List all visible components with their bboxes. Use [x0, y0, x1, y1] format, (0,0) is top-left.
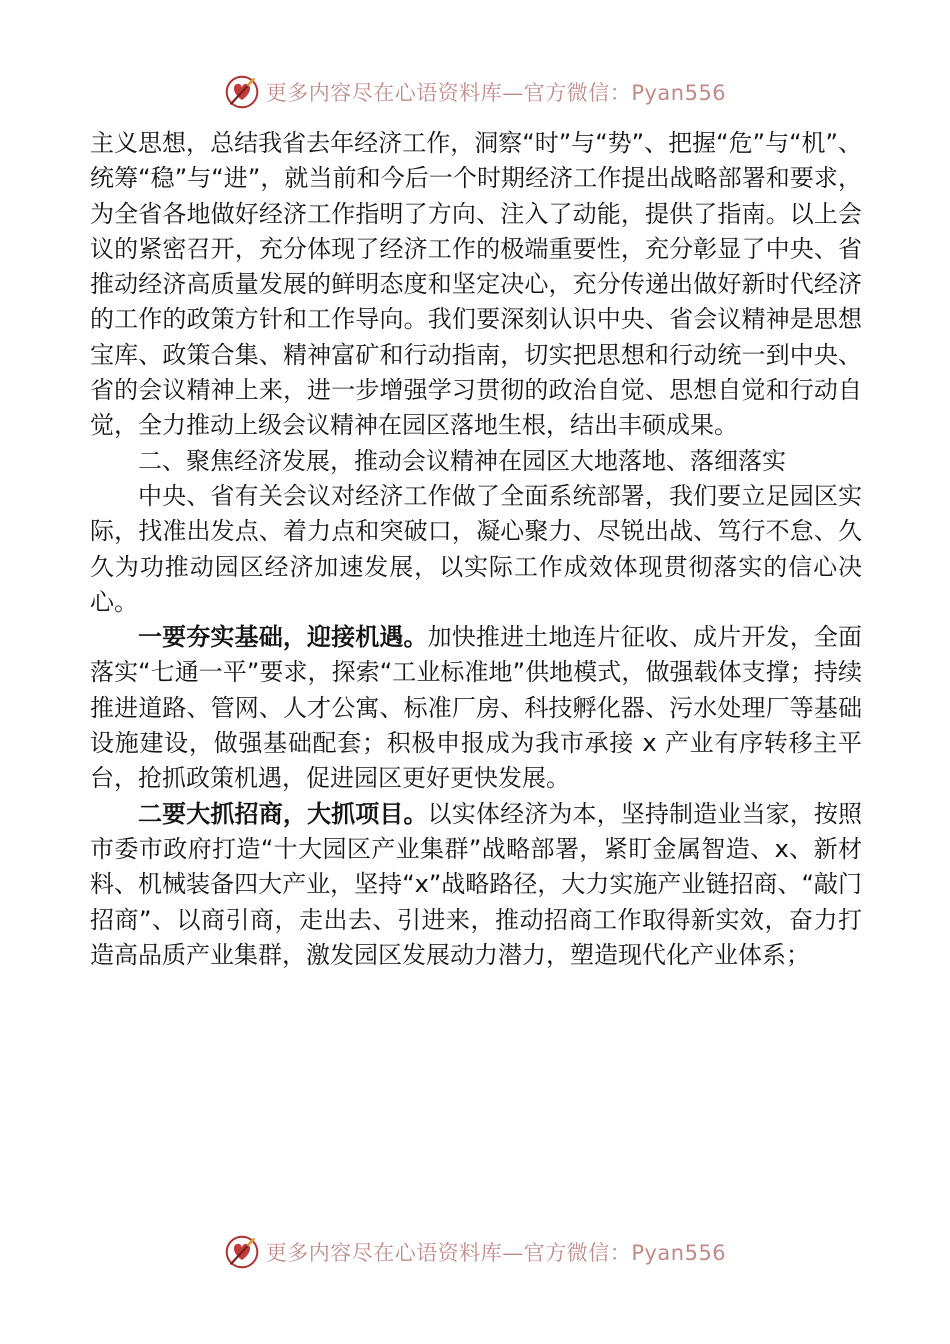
- point-2-text: 以实体经济为本，坚持制造业当家，按照市委市政府打造“十大园区产业集群”战略部署，紧盯金属智造、x、新材料、机械装备四大产业，坚持“x”战略路径，大力实施产业链招商、“敲门招商”、以商引商，走出去、引进来，推动招商工作取得新实效，奋力打造高品质产业集群，激发园区发展动力潜力，塑造现代化产业体系；: [90, 799, 862, 969]
- heart-brush-logo-icon: [224, 74, 260, 110]
- point-1-text: 加快推进土地连片征收、成片开发，全面落实“七通一平”要求，探索“工业标准地”供地模式，做强载体支撑；持续推进道路、管网、人才公寓、标准厂房、科技孵化器、污水处理厂等基础设施建设，做强基础配套；积极申报成为我市承接 x 产业有序转移主平台，抢抓政策机遇，促进园区更好更快发展。: [90, 623, 862, 793]
- section-heading-2: 二、聚焦经济发展，推动会议精神在园区大地落地、落细落实: [138, 446, 786, 475]
- heart-brush-logo-icon: [224, 1234, 260, 1270]
- header-banner: [0, 72, 950, 112]
- paragraph-section-intro: 中央、省有关会议对经济工作做了全面系统部署，我们要立足园区实际，找准出发点、着力点和突破口，凝心聚力、尽锐出战、笃行不怠、久久为功推动园区经济加速发展，以实际工作成效体现贯彻落实的信心决心。: [90, 481, 862, 616]
- paragraph-continued: 主义思想，总结我省去年经济工作，洞察“时”与“势”、把握“危”与“机”、统筹“稳”与“进”，就当前和今后一个时期经济工作提出战略部署和要求，为全省各地做好经济工作指明了方向、注入了动能，提供了指南。以上会议的紧密召开，充分体现了经济工作的极端重要性，充分彰显了中央、省推动经济高质量发展的鲜明态度和坚定决心，充分传递出做好新时代经济的工作的政策方针和工作导向。我们要深刻认识中央、省会议精神是思想宝库、政策合集、精神富矿和行动指南，切实把思想和行动统一到中央、省的会议精神上来，进一步增强学习贯彻的政治自觉、思想自觉和行动自觉，全力推动上级会议精神在园区落地生根，结出丰硕成果。: [90, 129, 862, 440]
- paragraph-point-2: [90, 797, 862, 973]
- point-1-lead: 一要夯实基础，迎接机遇。: [138, 623, 428, 652]
- document-body: [90, 126, 862, 973]
- paragraph-point-1: [90, 620, 862, 796]
- header-banner-text: 更多内容尽在心语资料库—官方微信：Pyan556: [265, 81, 727, 105]
- footer-banner: [0, 1232, 950, 1272]
- point-2-lead: 二要大抓招商，大抓项目。: [138, 799, 428, 828]
- footer-banner-text: 更多内容尽在心语资料库—官方微信：Pyan556: [265, 1241, 727, 1265]
